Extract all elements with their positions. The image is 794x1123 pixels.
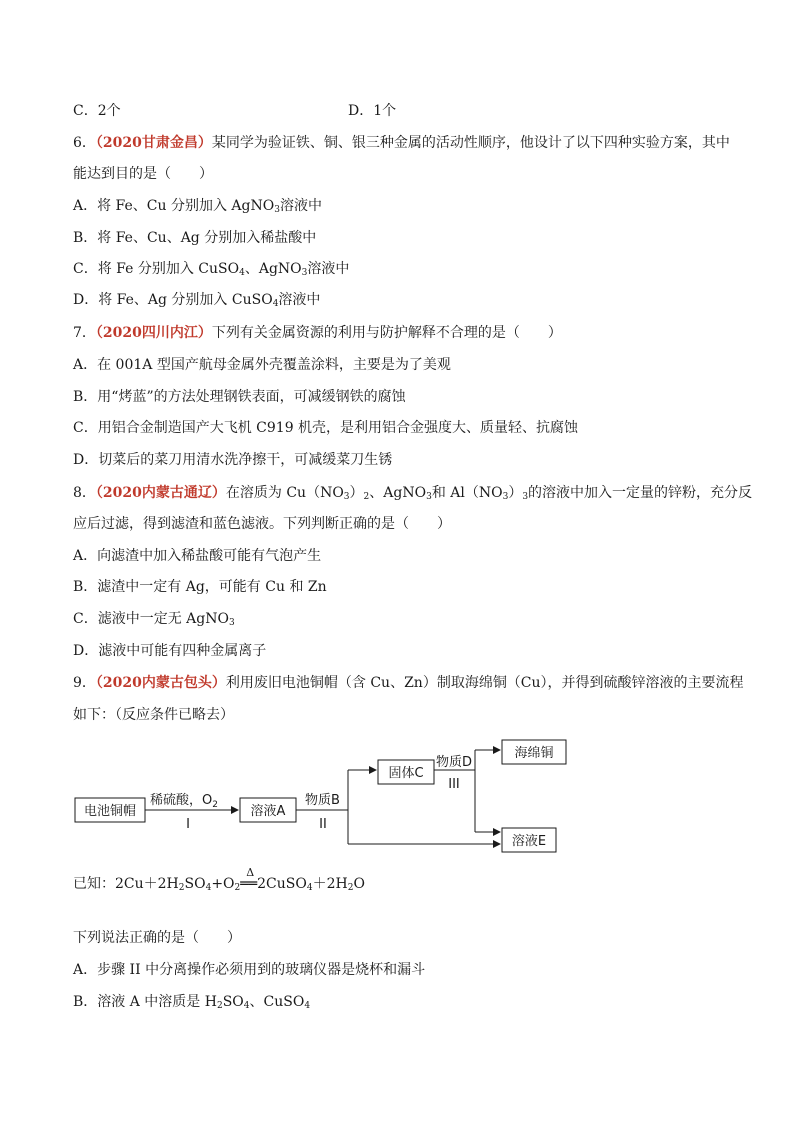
q7-option-c: C．用铝合金制造国产大飞机 C919 机壳，是利用铝合金强度大、质量轻、抗腐蚀	[73, 420, 579, 436]
label-step-2: II	[319, 817, 327, 832]
q8-stem-line2: 应后过滤，得到滤渣和蓝色滤液。下列判断正确的是（ ）	[73, 516, 451, 532]
q5-option-d: D．1个	[348, 103, 397, 119]
q9-number: 9．	[73, 675, 96, 691]
heat-symbol: Δ ══	[240, 866, 258, 892]
q9-option-a: A．步骤 II 中分离操作必须用到的玻璃仪器是烧杯和漏斗	[73, 962, 426, 978]
label-reagent-2: 物质B	[305, 793, 340, 808]
q6-option-a: A．将 Fe、Cu 分别加入 AgNO$_3$溶液中	[73, 198, 322, 215]
q6-stem	[73, 133, 730, 153]
q9-stem-text: 利用废旧电池铜帽（含 Cu、Zn）制取海绵铜（Cu），并得到硫酸锌溶液的主要流程	[225, 675, 744, 691]
label-solid-c: 固体C	[388, 766, 424, 781]
q8-option-d: D．滤液中可能有四种金属离子	[73, 643, 267, 659]
label-step-1: I	[186, 817, 190, 832]
q9-stem	[73, 673, 744, 693]
label-reagent-1: 稀硫酸，$O_2$	[150, 793, 218, 810]
q7-source: （2020四川内江）	[95, 325, 212, 341]
q8-number: 8．	[73, 485, 96, 501]
label-sponge-copper: 海绵铜	[514, 746, 554, 761]
q6-option-c: C．将 Fe 分别加入 CuSO$_4$、AgNO$_3$溶液中	[73, 261, 350, 278]
q7-number: 7．	[73, 325, 96, 341]
q8-option-b: B．滤渣中一定有 Ag，可能有 Cu 和 Zn	[73, 579, 327, 595]
q8-option-c: C．滤液中一定无 AgNO$_3$	[73, 611, 235, 628]
label-reagent-3: 物质D	[436, 755, 473, 770]
q7-option-a: A．在 001A 型国产航母金属外壳覆盖涂料，主要是为了美观	[73, 357, 451, 373]
q7-option-d: D．切菜后的菜刀用清水洗净擦干，可减缓菜刀生锈	[73, 452, 393, 468]
process-flow-diagram	[60, 736, 580, 866]
q9-question: 下列说法正确的是（ ）	[73, 930, 241, 946]
q7-stem-text: 下列有关金属资源的利用与防护解释不合理的是（ ）	[211, 325, 562, 341]
label-battery-cap: 电池铜帽	[83, 804, 137, 819]
q6-stem-line2: 能达到目的是（ ）	[73, 166, 213, 182]
label-step-3: III	[448, 777, 460, 792]
q6-source: （2020甘肃金昌）	[95, 135, 212, 151]
q8-stem: 8．（2020内蒙古通辽）在溶质为 $Cu(NO_3)_2$、AgNO$_3$和 $Al(NO_3)_3$的溶液中加入一定量的锌粉，充分反	[73, 485, 753, 502]
q6-option-d: D．将 Fe、Ag 分别加入 CuSO$_4$溶液中	[73, 292, 321, 309]
label-solution-a: 溶液A	[250, 804, 286, 819]
q9-source: （2020内蒙古包头）	[95, 675, 226, 691]
q6-option-b: B．将 Fe、Cu、Ag 分别加入稀盐酸中	[73, 230, 317, 246]
known-equation: 已知：$2Cu+2H_2SO_4+O_2$ Δ $══2CuSO_4+2H_2O$	[73, 866, 365, 893]
q5-option-c: C．2个	[73, 103, 121, 119]
label-solution-e: 溶液E	[511, 834, 547, 849]
q7-stem	[73, 323, 562, 343]
q8-option-a: A．向滤渣中加入稀盐酸可能有气泡产生	[73, 548, 322, 564]
q9-option-b: B．溶液 A 中溶质是 $H_2SO_4$、CuSO$_4$	[73, 994, 311, 1011]
q9-stem-line2: 如下：（反应条件已略去）	[73, 707, 234, 723]
q6-number: 6．	[73, 135, 96, 151]
q6-stem-text: 某同学为验证铁、铜、银三种金属的活动性顺序，他设计了以下四种实验方案，其中	[211, 135, 730, 151]
q8-source: （2020内蒙古通辽）	[95, 485, 226, 501]
q7-option-b: B．用“烤蓝”的方法处理钢铁表面，可减缓钢铁的腐蚀	[73, 389, 406, 405]
